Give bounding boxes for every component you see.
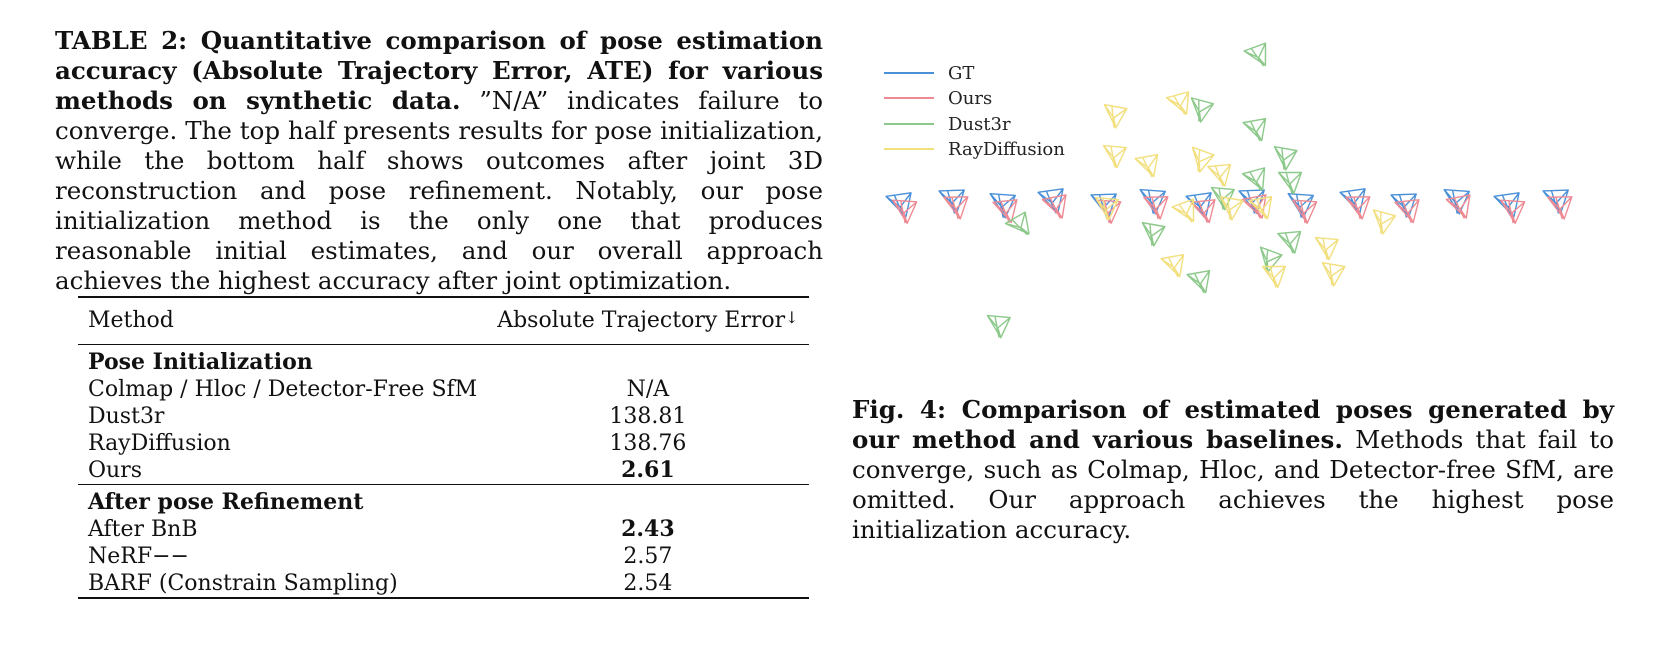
camera-poses-plot [870,30,1662,370]
method-cell: Dust3r [88,404,165,429]
section-title: After pose Refinement [88,489,364,515]
table-row [78,457,809,485]
camera-frustum-dust3r [1278,232,1303,255]
table-row [78,570,809,598]
figure-caption-body: Methods that fail to converge, such as Colmap, Hloc, and Detector-free SfM, are omitted. Our approach achieves the highest pose initialization accuracy. [852,425,1614,544]
value-cell: 138.76 [609,431,687,456]
table-row [78,543,809,570]
col-metric-header [487,297,808,345]
camera-frustum-gt [939,190,965,214]
camera-frustum-ours [1346,197,1370,219]
camera-frustum-dust3r [1279,173,1302,194]
camera-frustum-raydiffusion [1135,155,1161,180]
camera-frustum-gt [1287,194,1314,219]
col-metric-label: Absolute Trajectory Error [497,308,786,333]
value-cell: 2.54 [623,571,673,596]
camera-frustum-ours [1499,200,1524,224]
method-cell: NeRF−− [88,544,189,569]
camera-frustum-dust3r [1244,43,1273,70]
figure-caption-bold: Comparison of estimated poses generated by our method and various baselines. [852,395,1615,454]
camera-frustum-raydiffusion [1161,255,1187,280]
method-cell: Ours [88,458,143,483]
method-cell: After BnB [88,517,198,542]
section-refinement [78,485,809,517]
table-row [78,376,809,403]
value-cell: N/A [626,377,670,402]
value-cell: 2.57 [623,544,673,569]
section-title: Pose Initialization [88,349,313,375]
camera-frustum-raydiffusion [1319,263,1345,288]
value-cell: 138.81 [609,404,687,429]
method-cell: RayDiffusion [88,431,231,456]
camera-frustum-raydiffusion [1368,210,1395,236]
value-cell: 2.61 [621,457,675,483]
camera-frustum-dust3r [1005,212,1035,241]
camera-frustum-dust3r [1253,247,1282,274]
pose-comparison-figure [870,30,1662,370]
legend-label-ours: Ours [948,88,993,109]
table-caption [55,26,823,296]
camera-frustum-raydiffusion [1185,147,1214,174]
camera-frustum-dust3r [1243,119,1269,144]
figure-caption [852,395,1614,545]
camera-frustum-ours [891,200,916,224]
camera-frustum-gt [1139,190,1166,215]
down-arrow-icon: ↓ [785,308,799,327]
camera-frustum-ours [944,197,968,219]
table-caption-bold: Quantitative comparison of pose estimation accuracy (Absolute Trajectory Error, ATE) for various methods on synthetic data. [55,26,823,115]
camera-frustum-raydiffusion [1263,267,1286,288]
camera-frustum-dust3r [1186,98,1213,124]
camera-frustum-dust3r [986,316,1011,339]
table-caption-label: TABLE 2: [55,26,188,55]
legend-label-raydiffusion: RayDiffusion [948,139,1065,160]
table-row [78,403,809,430]
table-caption-body: ”N/A” indicates failure to converge. The top half presents results for pose initialization, while the bottom half shows outcomes after joint 3D reconstruction and pose refinement. Notably, our pose initialization method is the only one that produces reasonable initial estimates, and our overall approach achieves the highest accuracy after joint optimization. [55,86,823,295]
method-cell: BARF (Constrain Sampling) [88,571,398,596]
camera-frustum-ours [1548,197,1572,219]
figure-caption-label: Fig. 4: [852,395,947,424]
camera-frustum-gt [1543,190,1569,214]
camera-frustum-raydiffusion [1314,238,1339,261]
method-cell: Colmap / Hloc / Detector-Free SfM [88,377,478,402]
camera-frustum-raydiffusion [1167,92,1194,118]
col-method-header: Method [88,308,174,333]
legend [884,63,1065,160]
camera-frustum-raydiffusion [1102,146,1127,169]
camera-frustum-raydiffusion [1101,105,1127,130]
camera-frustum-dust3r [1139,223,1165,248]
table-row [78,516,809,543]
value-cell: 2.43 [621,516,675,542]
camera-frustum-dust3r [1187,271,1213,296]
table-header-row [78,297,809,345]
section-pose-init [78,345,809,377]
results-table [78,296,799,599]
table-row [78,430,809,457]
legend-label-gt: GT [948,63,975,84]
camera-frustum-dust3r [1271,147,1297,172]
camera-frustum-raydiffusion [1208,165,1233,188]
legend-label-dust3r: Dust3r [948,114,1011,135]
